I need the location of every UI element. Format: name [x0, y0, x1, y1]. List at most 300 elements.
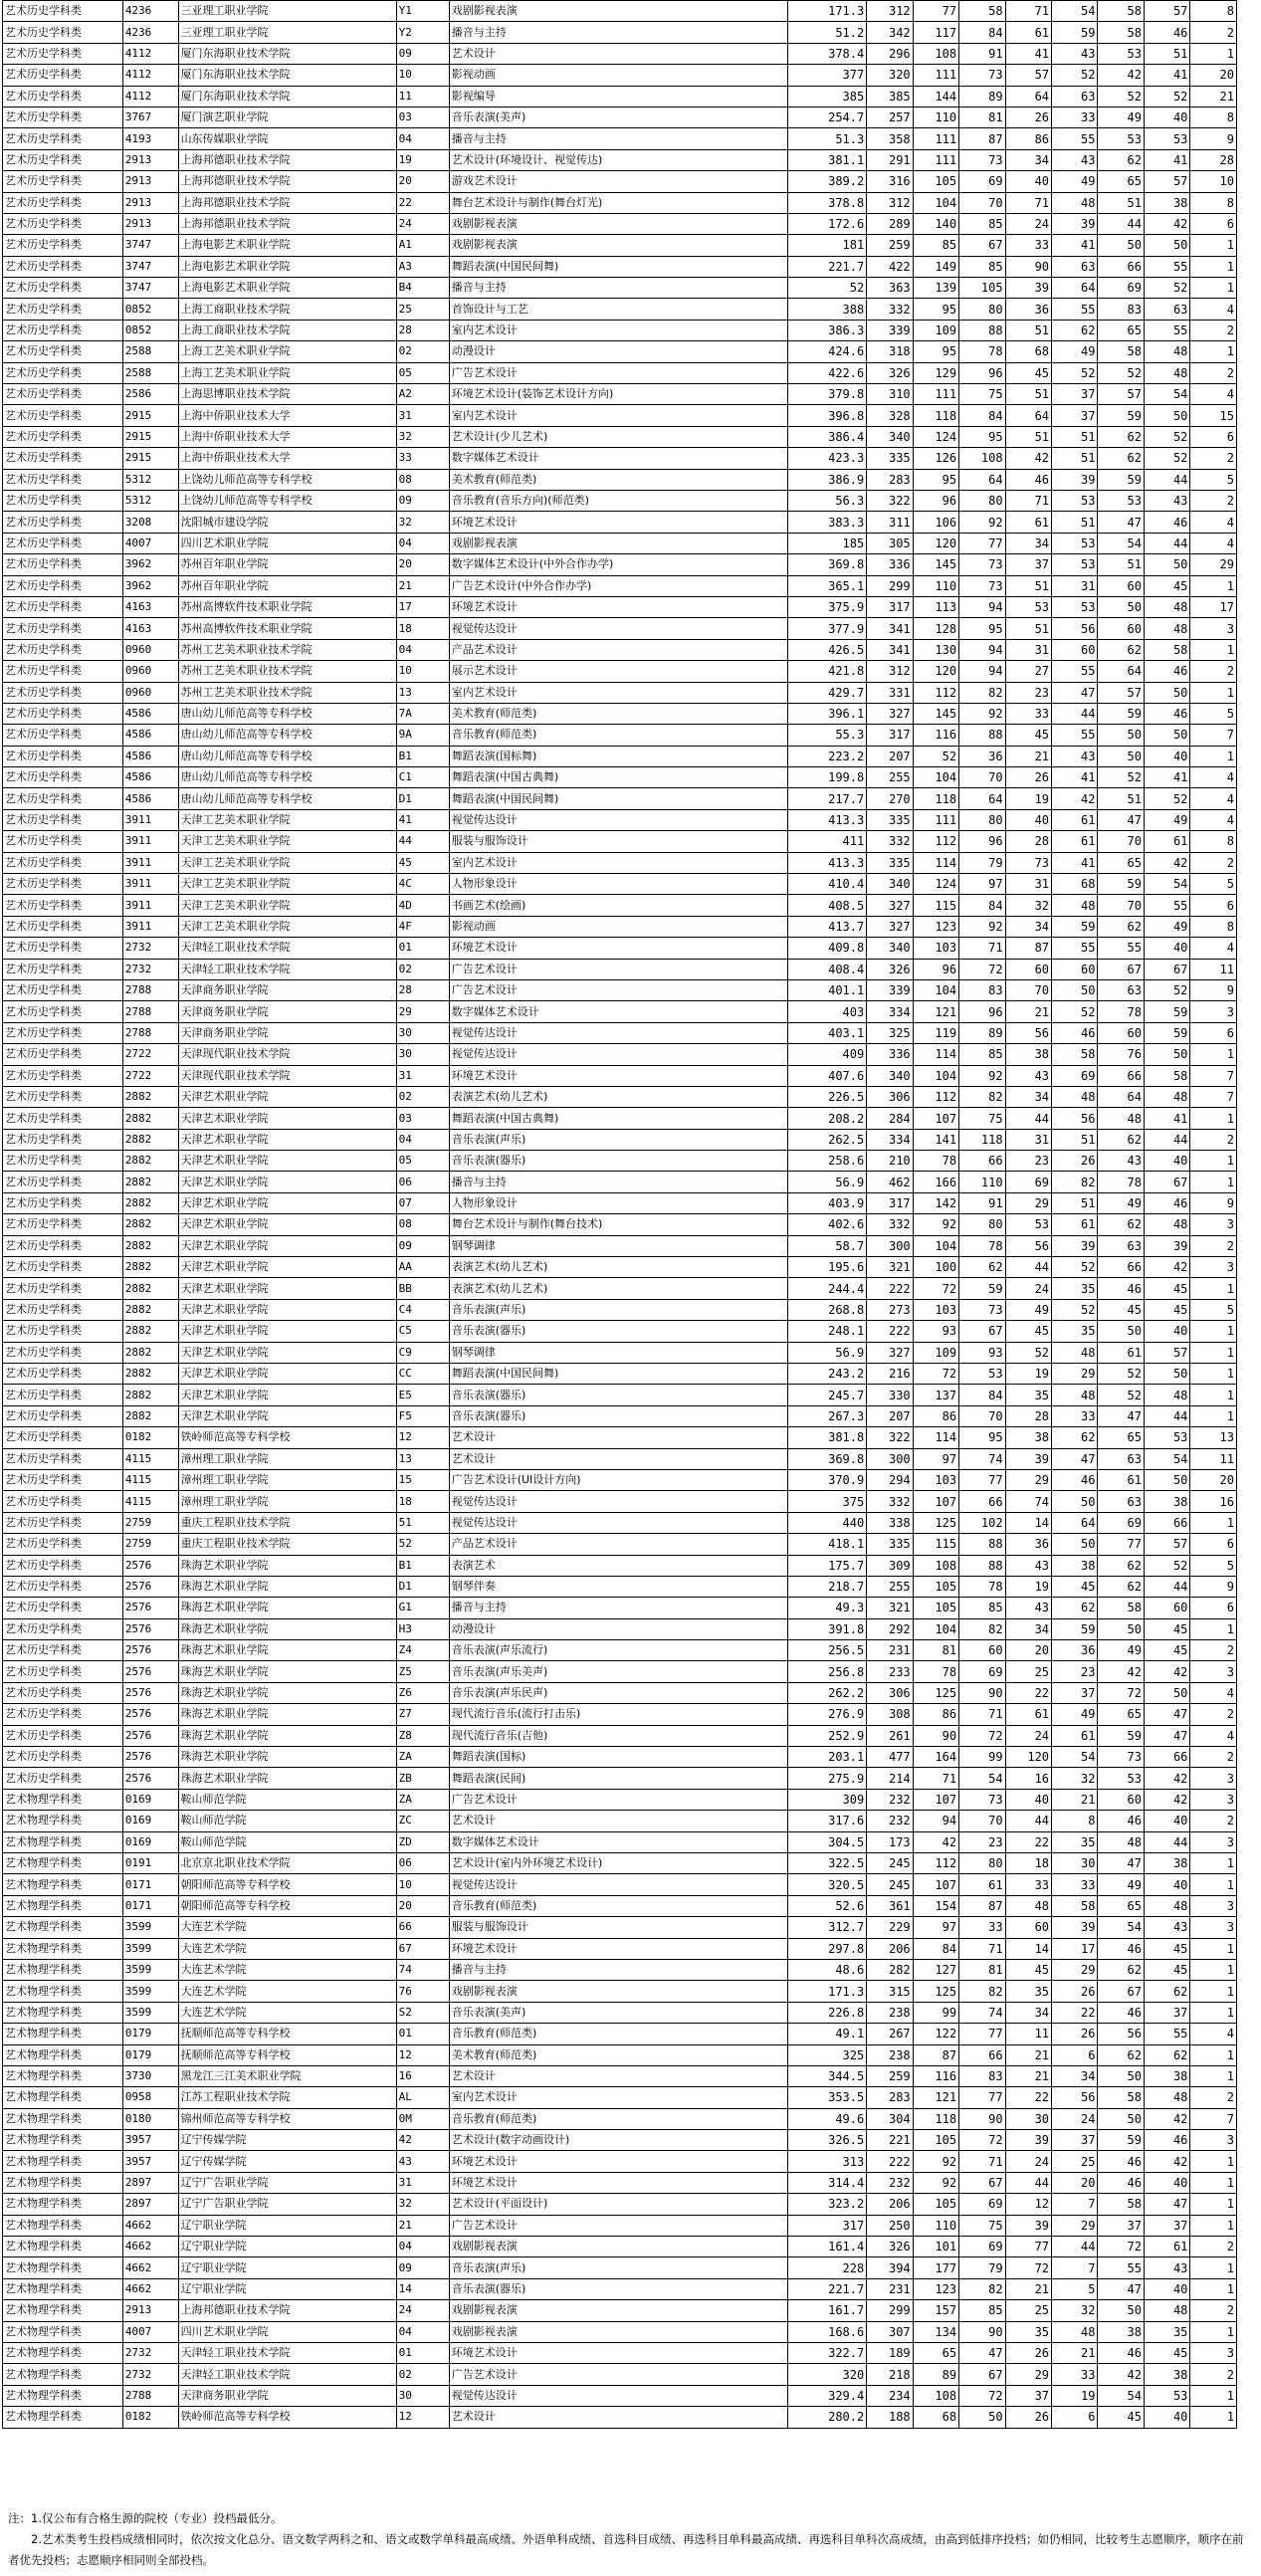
- first-choice-subject-cell: 47: [1052, 682, 1098, 703]
- culture-total-cell: 221: [867, 2130, 913, 2151]
- culture-total-cell: 207: [867, 746, 913, 766]
- table-row: [3, 341, 1237, 362]
- major-name-cell: 艺术设计(环境设计、视觉传达): [449, 149, 787, 170]
- reselect-max-cell: 54: [1098, 2385, 1144, 2406]
- max-single-subject-cell: 85: [959, 256, 1005, 277]
- foreign-language-cell: 51: [1005, 426, 1051, 447]
- first-choice-subject-cell: 55: [1052, 661, 1098, 682]
- major-code-cell: 16: [396, 2065, 449, 2086]
- reselect-max-cell: 50: [1098, 725, 1144, 746]
- reselect-second-cell: 61: [1144, 2237, 1189, 2257]
- culture-total-cell: 327: [867, 895, 913, 916]
- rank-count-cell: 4: [1190, 512, 1237, 533]
- min-total-score-cell: 326.5: [787, 2130, 867, 2151]
- min-total-score-cell: 52.6: [787, 1895, 867, 1916]
- rank-count-cell: 1: [1190, 1044, 1237, 1065]
- max-single-subject-cell: 72: [959, 2385, 1005, 2406]
- reselect-max-cell: 52: [1098, 362, 1144, 383]
- reselect-second-cell: 42: [1144, 852, 1189, 873]
- reselect-max-cell: 50: [1098, 235, 1144, 256]
- reselect-second-cell: 40: [1144, 938, 1189, 959]
- table-row: [3, 1086, 1237, 1107]
- major-code-cell: 01: [396, 2342, 449, 2363]
- min-total-score-cell: 51.3: [787, 128, 867, 149]
- rank-count-cell: 5: [1190, 703, 1237, 724]
- school-name-cell: 天津艺术职业学院: [178, 1192, 396, 1213]
- major-code-cell: 4D: [396, 895, 449, 916]
- major-name-cell: 艺术设计(平面设计): [449, 2194, 787, 2215]
- major-name-cell: 现代流行音乐(流行打击乐): [449, 1704, 787, 1725]
- first-choice-subject-cell: 33: [1052, 1874, 1098, 1895]
- rank-count-cell: 10: [1190, 171, 1237, 192]
- subject-category-cell: 艺术物理学科类: [3, 2385, 123, 2406]
- max-single-subject-cell: 53: [959, 1364, 1005, 1385]
- school-code-cell: 3911: [122, 831, 178, 852]
- table-row: [3, 533, 1237, 553]
- culture-total-cell: 326: [867, 959, 913, 979]
- rank-count-cell: 3: [1190, 1895, 1237, 1916]
- major-name-cell: 音乐表演(声乐): [449, 1129, 787, 1150]
- first-choice-subject-cell: 22: [1052, 2002, 1098, 2023]
- major-code-cell: 4C: [396, 874, 449, 895]
- school-name-cell: 黑龙江三江美术职业学院: [178, 2065, 396, 2086]
- subject-category-cell: 艺术历史学科类: [3, 852, 123, 873]
- rank-count-cell: 2: [1190, 1235, 1237, 1256]
- rank-count-cell: 7: [1190, 1065, 1237, 1086]
- chinese-math-sum-cell: 104: [913, 1065, 958, 1086]
- first-choice-subject-cell: 54: [1052, 1747, 1098, 1768]
- max-single-subject-cell: 96: [959, 831, 1005, 852]
- reselect-max-cell: 73: [1098, 1747, 1144, 1768]
- chinese-math-sum-cell: 120: [913, 533, 958, 553]
- rank-count-cell: 9: [1190, 1576, 1237, 1597]
- first-choice-subject-cell: 51: [1052, 426, 1098, 447]
- major-code-cell: 24: [396, 213, 449, 234]
- reselect-max-cell: 60: [1098, 1022, 1144, 1043]
- min-total-score-cell: 48.6: [787, 1959, 867, 1980]
- foreign-language-cell: 44: [1005, 2172, 1051, 2193]
- foreign-language-cell: 51: [1005, 384, 1051, 405]
- foreign-language-cell: 31: [1005, 639, 1051, 660]
- foreign-language-cell: 32: [1005, 895, 1051, 916]
- max-single-subject-cell: 71: [959, 1938, 1005, 1959]
- foreign-language-cell: 31: [1005, 1129, 1051, 1150]
- school-name-cell: 鞍山师范学院: [178, 1811, 396, 1831]
- reselect-second-cell: 50: [1144, 235, 1189, 256]
- chinese-math-sum-cell: 85: [913, 235, 958, 256]
- major-name-cell: 广告艺术设计(中外合作办学): [449, 575, 787, 596]
- min-total-score-cell: 403.9: [787, 1192, 867, 1213]
- reselect-second-cell: 50: [1144, 682, 1189, 703]
- culture-total-cell: 340: [867, 874, 913, 895]
- rank-count-cell: 1: [1190, 1959, 1237, 1980]
- school-name-cell: 三亚理工职业学院: [178, 1, 396, 22]
- first-choice-subject-cell: 39: [1052, 469, 1098, 490]
- first-choice-subject-cell: 32: [1052, 2300, 1098, 2321]
- rank-count-cell: 1: [1190, 2407, 1237, 2428]
- culture-total-cell: 342: [867, 22, 913, 43]
- rank-count-cell: 4: [1190, 809, 1237, 830]
- table-row: [3, 788, 1237, 809]
- reselect-second-cell: 66: [1144, 1512, 1189, 1533]
- foreign-language-cell: 39: [1005, 1448, 1051, 1469]
- chinese-math-sum-cell: 112: [913, 1086, 958, 1107]
- first-choice-subject-cell: 60: [1052, 639, 1098, 660]
- max-single-subject-cell: 67: [959, 1321, 1005, 1342]
- foreign-language-cell: 39: [1005, 2130, 1051, 2151]
- foreign-language-cell: 43: [1005, 1598, 1051, 1618]
- reselect-second-cell: 42: [1144, 1257, 1189, 1278]
- school-code-cell: 3957: [122, 2130, 178, 2151]
- school-name-cell: 天津艺术职业学院: [178, 1278, 396, 1299]
- table-row: [3, 320, 1237, 340]
- max-single-subject-cell: 108: [959, 448, 1005, 469]
- min-total-score-cell: 409.8: [787, 938, 867, 959]
- min-total-score-cell: 329.4: [787, 2385, 867, 2406]
- first-choice-subject-cell: 41: [1052, 235, 1098, 256]
- chinese-math-sum-cell: 86: [913, 1704, 958, 1725]
- table-row: [3, 874, 1237, 895]
- first-choice-subject-cell: 23: [1052, 1661, 1098, 1682]
- subject-category-cell: 艺术历史学科类: [3, 1192, 123, 1213]
- table-row: [3, 1385, 1237, 1405]
- school-name-cell: 天津工艺美术职业学院: [178, 874, 396, 895]
- subject-category-cell: 艺术历史学科类: [3, 1598, 123, 1618]
- max-single-subject-cell: 85: [959, 1044, 1005, 1065]
- major-code-cell: 06: [396, 1172, 449, 1192]
- rank-count-cell: 1: [1190, 682, 1237, 703]
- table-row: [3, 916, 1237, 937]
- reselect-second-cell: 45: [1144, 1278, 1189, 1299]
- major-name-cell: 表演艺术(幼儿艺术): [449, 1257, 787, 1278]
- culture-total-cell: 322: [867, 1427, 913, 1448]
- subject-category-cell: 艺术物理学科类: [3, 2108, 123, 2129]
- major-name-cell: 环境艺术设计: [449, 596, 787, 617]
- max-single-subject-cell: 59: [959, 1278, 1005, 1299]
- foreign-language-cell: 44: [1005, 1811, 1051, 1831]
- min-total-score-cell: 421.8: [787, 661, 867, 682]
- school-name-cell: 珠海艺术职业学院: [178, 1725, 396, 1746]
- max-single-subject-cell: 82: [959, 2278, 1005, 2299]
- chinese-math-sum-cell: 129: [913, 362, 958, 383]
- foreign-language-cell: 27: [1005, 661, 1051, 682]
- min-total-score-cell: 258.6: [787, 1151, 867, 1172]
- rank-count-cell: 9: [1190, 128, 1237, 149]
- subject-category-cell: 艺术历史学科类: [3, 916, 123, 937]
- min-total-score-cell: 175.7: [787, 1555, 867, 1576]
- chinese-math-sum-cell: 94: [913, 1811, 958, 1831]
- min-total-score-cell: 422.6: [787, 362, 867, 383]
- first-choice-subject-cell: 42: [1052, 788, 1098, 809]
- foreign-language-cell: 120: [1005, 1747, 1051, 1768]
- major-name-cell: 艺术设计(数字动画设计): [449, 2130, 787, 2151]
- major-name-cell: 广告艺术设计: [449, 1789, 787, 1810]
- min-total-score-cell: 317: [787, 2215, 867, 2236]
- reselect-max-cell: 58: [1098, 341, 1144, 362]
- max-single-subject-cell: 88: [959, 1555, 1005, 1576]
- table-row: [3, 1469, 1237, 1490]
- foreign-language-cell: 70: [1005, 979, 1051, 1000]
- chinese-math-sum-cell: 123: [913, 2278, 958, 2299]
- rank-count-cell: 1: [1190, 1938, 1237, 1959]
- first-choice-subject-cell: 38: [1052, 1555, 1098, 1576]
- school-name-cell: 大连艺术学院: [178, 1917, 396, 1938]
- rank-count-cell: 2: [1190, 1640, 1237, 1661]
- school-code-cell: 4112: [122, 43, 178, 64]
- reselect-max-cell: 58: [1098, 2087, 1144, 2108]
- major-code-cell: 31: [396, 405, 449, 426]
- min-total-score-cell: 377: [787, 65, 867, 86]
- reselect-max-cell: 62: [1098, 1576, 1144, 1597]
- rank-count-cell: 2: [1190, 661, 1237, 682]
- school-code-cell: 4112: [122, 65, 178, 86]
- subject-category-cell: 艺术历史学科类: [3, 809, 123, 830]
- min-total-score-cell: 161.4: [787, 2237, 867, 2257]
- rank-count-cell: 3: [1190, 1214, 1237, 1235]
- culture-total-cell: 341: [867, 618, 913, 639]
- reselect-second-cell: 48: [1144, 2087, 1189, 2108]
- min-total-score-cell: 413.7: [787, 916, 867, 937]
- culture-total-cell: 317: [867, 596, 913, 617]
- rank-count-cell: 1: [1190, 43, 1237, 64]
- major-name-cell: 播音与主持: [449, 1959, 787, 1980]
- school-code-cell: 2915: [122, 426, 178, 447]
- min-total-score-cell: 381.8: [787, 1427, 867, 1448]
- foreign-language-cell: 26: [1005, 2342, 1051, 2363]
- subject-category-cell: 艺术历史学科类: [3, 1108, 123, 1129]
- school-name-cell: 上海邦德职业技术学院: [178, 192, 396, 213]
- reselect-max-cell: 48: [1098, 1108, 1144, 1129]
- min-total-score-cell: 402.6: [787, 1214, 867, 1235]
- first-choice-subject-cell: 30: [1052, 1852, 1098, 1873]
- reselect-second-cell: 38: [1144, 2364, 1189, 2385]
- chinese-math-sum-cell: 104: [913, 1235, 958, 1256]
- foreign-language-cell: 20: [1005, 1640, 1051, 1661]
- subject-category-cell: 艺术物理学科类: [3, 2257, 123, 2278]
- foreign-language-cell: 26: [1005, 107, 1051, 127]
- foreign-language-cell: 61: [1005, 512, 1051, 533]
- first-choice-subject-cell: 52: [1052, 1001, 1098, 1022]
- major-code-cell: 14: [396, 2278, 449, 2299]
- school-code-cell: 0960: [122, 682, 178, 703]
- subject-category-cell: 艺术物理学科类: [3, 2172, 123, 2193]
- max-single-subject-cell: 69: [959, 2194, 1005, 2215]
- major-code-cell: B4: [396, 278, 449, 299]
- subject-category-cell: 艺术历史学科类: [3, 490, 123, 511]
- first-choice-subject-cell: 55: [1052, 128, 1098, 149]
- reselect-max-cell: 78: [1098, 1001, 1144, 1022]
- min-total-score-cell: 403.1: [787, 1022, 867, 1043]
- rank-count-cell: 4: [1190, 299, 1237, 320]
- reselect-max-cell: 53: [1098, 490, 1144, 511]
- max-single-subject-cell: 95: [959, 618, 1005, 639]
- min-total-score-cell: 407.6: [787, 1065, 867, 1086]
- subject-category-cell: 艺术历史学科类: [3, 831, 123, 852]
- chinese-math-sum-cell: 115: [913, 895, 958, 916]
- culture-total-cell: 245: [867, 1874, 913, 1895]
- school-code-cell: 2882: [122, 1108, 178, 1129]
- rank-count-cell: 8: [1190, 916, 1237, 937]
- school-code-cell: 4007: [122, 2321, 178, 2342]
- culture-total-cell: 422: [867, 256, 913, 277]
- reselect-second-cell: 48: [1144, 2300, 1189, 2321]
- school-code-cell: 2882: [122, 1364, 178, 1385]
- major-code-cell: 20: [396, 171, 449, 192]
- major-name-cell: 展示艺术设计: [449, 661, 787, 682]
- school-code-cell: 2576: [122, 1598, 178, 1618]
- max-single-subject-cell: 72: [959, 1725, 1005, 1746]
- major-code-cell: 09: [396, 2257, 449, 2278]
- chinese-math-sum-cell: 65: [913, 2342, 958, 2363]
- chinese-math-sum-cell: 112: [913, 831, 958, 852]
- reselect-second-cell: 37: [1144, 2002, 1189, 2023]
- foreign-language-cell: 23: [1005, 682, 1051, 703]
- major-name-cell: 音乐表演(器乐): [449, 1321, 787, 1342]
- rank-count-cell: 6: [1190, 426, 1237, 447]
- reselect-max-cell: 38: [1098, 2321, 1144, 2342]
- max-single-subject-cell: 90: [959, 1682, 1005, 1703]
- major-code-cell: 29: [396, 1001, 449, 1022]
- school-name-cell: 上海电影艺术职业学院: [178, 256, 396, 277]
- foreign-language-cell: 18: [1005, 1852, 1051, 1873]
- reselect-second-cell: 48: [1144, 362, 1189, 383]
- table-row: [3, 362, 1237, 383]
- subject-category-cell: 艺术历史学科类: [3, 1682, 123, 1703]
- school-name-cell: 山东传媒职业学院: [178, 128, 396, 149]
- chinese-math-sum-cell: 108: [913, 43, 958, 64]
- min-total-score-cell: 370.9: [787, 1469, 867, 1490]
- subject-category-cell: 艺术历史学科类: [3, 213, 123, 234]
- major-name-cell: 人物形象设计: [449, 1192, 787, 1213]
- major-code-cell: 09: [396, 490, 449, 511]
- culture-total-cell: 327: [867, 916, 913, 937]
- rank-count-cell: 8: [1190, 107, 1237, 127]
- min-total-score-cell: 161.7: [787, 2300, 867, 2321]
- rank-count-cell: 15: [1190, 405, 1237, 426]
- min-total-score-cell: 252.9: [787, 1725, 867, 1746]
- reselect-second-cell: 41: [1144, 1108, 1189, 1129]
- min-total-score-cell: 203.1: [787, 1747, 867, 1768]
- school-name-cell: 上海电影艺术职业学院: [178, 235, 396, 256]
- school-code-cell: 3208: [122, 512, 178, 533]
- culture-total-cell: 207: [867, 1405, 913, 1426]
- culture-total-cell: 332: [867, 1214, 913, 1235]
- school-name-cell: 铁岭师范高等专科学校: [178, 1427, 396, 1448]
- first-choice-subject-cell: 52: [1052, 362, 1098, 383]
- table-row: [3, 1831, 1237, 1852]
- rank-count-cell: 13: [1190, 1427, 1237, 1448]
- min-total-score-cell: 410.4: [787, 874, 867, 895]
- chinese-math-sum-cell: 95: [913, 341, 958, 362]
- subject-category-cell: 艺术物理学科类: [3, 1874, 123, 1895]
- school-code-cell: 2915: [122, 405, 178, 426]
- major-name-cell: 环境艺术设计: [449, 2172, 787, 2193]
- subject-category-cell: 艺术物理学科类: [3, 1789, 123, 1810]
- reselect-second-cell: 58: [1144, 639, 1189, 660]
- first-choice-subject-cell: 43: [1052, 149, 1098, 170]
- major-name-cell: 现代流行音乐(吉他): [449, 1725, 787, 1746]
- school-code-cell: 0180: [122, 2108, 178, 2129]
- first-choice-subject-cell: 63: [1052, 256, 1098, 277]
- max-single-subject-cell: 70: [959, 1405, 1005, 1426]
- rank-count-cell: 2: [1190, 1811, 1237, 1831]
- culture-total-cell: 340: [867, 938, 913, 959]
- major-code-cell: 02: [396, 1086, 449, 1107]
- school-code-cell: 3599: [122, 2002, 178, 2023]
- rank-count-cell: 1: [1190, 1618, 1237, 1639]
- chinese-math-sum-cell: 105: [913, 1598, 958, 1618]
- rank-count-cell: 2: [1190, 362, 1237, 383]
- max-single-subject-cell: 85: [959, 2300, 1005, 2321]
- reselect-max-cell: 52: [1098, 86, 1144, 107]
- culture-total-cell: 299: [867, 575, 913, 596]
- max-single-subject-cell: 50: [959, 2407, 1005, 2428]
- table-row: [3, 2257, 1237, 2278]
- major-code-cell: A3: [396, 256, 449, 277]
- school-name-cell: 天津轻工职业技术学院: [178, 959, 396, 979]
- school-code-cell: 2586: [122, 384, 178, 405]
- major-code-cell: 74: [396, 1959, 449, 1980]
- school-name-cell: 天津艺术职业学院: [178, 1172, 396, 1192]
- major-name-cell: 产品艺术设计: [449, 639, 787, 660]
- min-total-score-cell: 280.2: [787, 2407, 867, 2428]
- major-name-cell: 环境艺术设计: [449, 938, 787, 959]
- school-name-cell: 天津艺术职业学院: [178, 1364, 396, 1385]
- max-single-subject-cell: 96: [959, 362, 1005, 383]
- reselect-second-cell: 52: [1144, 86, 1189, 107]
- min-total-score-cell: 262.5: [787, 1129, 867, 1150]
- subject-category-cell: 艺术物理学科类: [3, 2065, 123, 2086]
- table-row: [3, 1108, 1237, 1129]
- school-name-cell: 天津工艺美术职业学院: [178, 916, 396, 937]
- first-choice-subject-cell: 61: [1052, 809, 1098, 830]
- rank-count-cell: 16: [1190, 1491, 1237, 1512]
- first-choice-subject-cell: 41: [1052, 852, 1098, 873]
- reselect-second-cell: 49: [1144, 916, 1189, 937]
- culture-total-cell: 336: [867, 1044, 913, 1065]
- school-name-cell: 天津现代职业技术学院: [178, 1065, 396, 1086]
- first-choice-subject-cell: 68: [1052, 874, 1098, 895]
- min-total-score-cell: 275.9: [787, 1768, 867, 1789]
- first-choice-subject-cell: 29: [1052, 1364, 1098, 1385]
- table-row: [3, 299, 1237, 320]
- major-code-cell: A1: [396, 235, 449, 256]
- rank-count-cell: 2: [1190, 2300, 1237, 2321]
- culture-total-cell: 327: [867, 1342, 913, 1363]
- culture-total-cell: 259: [867, 235, 913, 256]
- school-name-cell: 唐山幼儿师范高等专科学校: [178, 788, 396, 809]
- reselect-max-cell: 77: [1098, 1534, 1144, 1555]
- chinese-math-sum-cell: 110: [913, 2215, 958, 2236]
- rank-count-cell: 4: [1190, 938, 1237, 959]
- culture-total-cell: 291: [867, 149, 913, 170]
- reselect-second-cell: 40: [1144, 107, 1189, 127]
- reselect-second-cell: 54: [1144, 1448, 1189, 1469]
- min-total-score-cell: 323.2: [787, 2194, 867, 2215]
- major-name-cell: 音乐表演(声乐民声): [449, 1682, 787, 1703]
- first-choice-subject-cell: 56: [1052, 2087, 1098, 2108]
- table-row: [3, 2172, 1237, 2193]
- max-single-subject-cell: 78: [959, 341, 1005, 362]
- major-code-cell: 09: [396, 1235, 449, 1256]
- rank-count-cell: 3: [1190, 1917, 1237, 1938]
- subject-category-cell: 艺术历史学科类: [3, 469, 123, 490]
- reselect-max-cell: 50: [1098, 746, 1144, 766]
- chinese-math-sum-cell: 100: [913, 1257, 958, 1278]
- reselect-second-cell: 50: [1144, 1044, 1189, 1065]
- foreign-language-cell: 25: [1005, 1661, 1051, 1682]
- first-choice-subject-cell: 50: [1052, 1491, 1098, 1512]
